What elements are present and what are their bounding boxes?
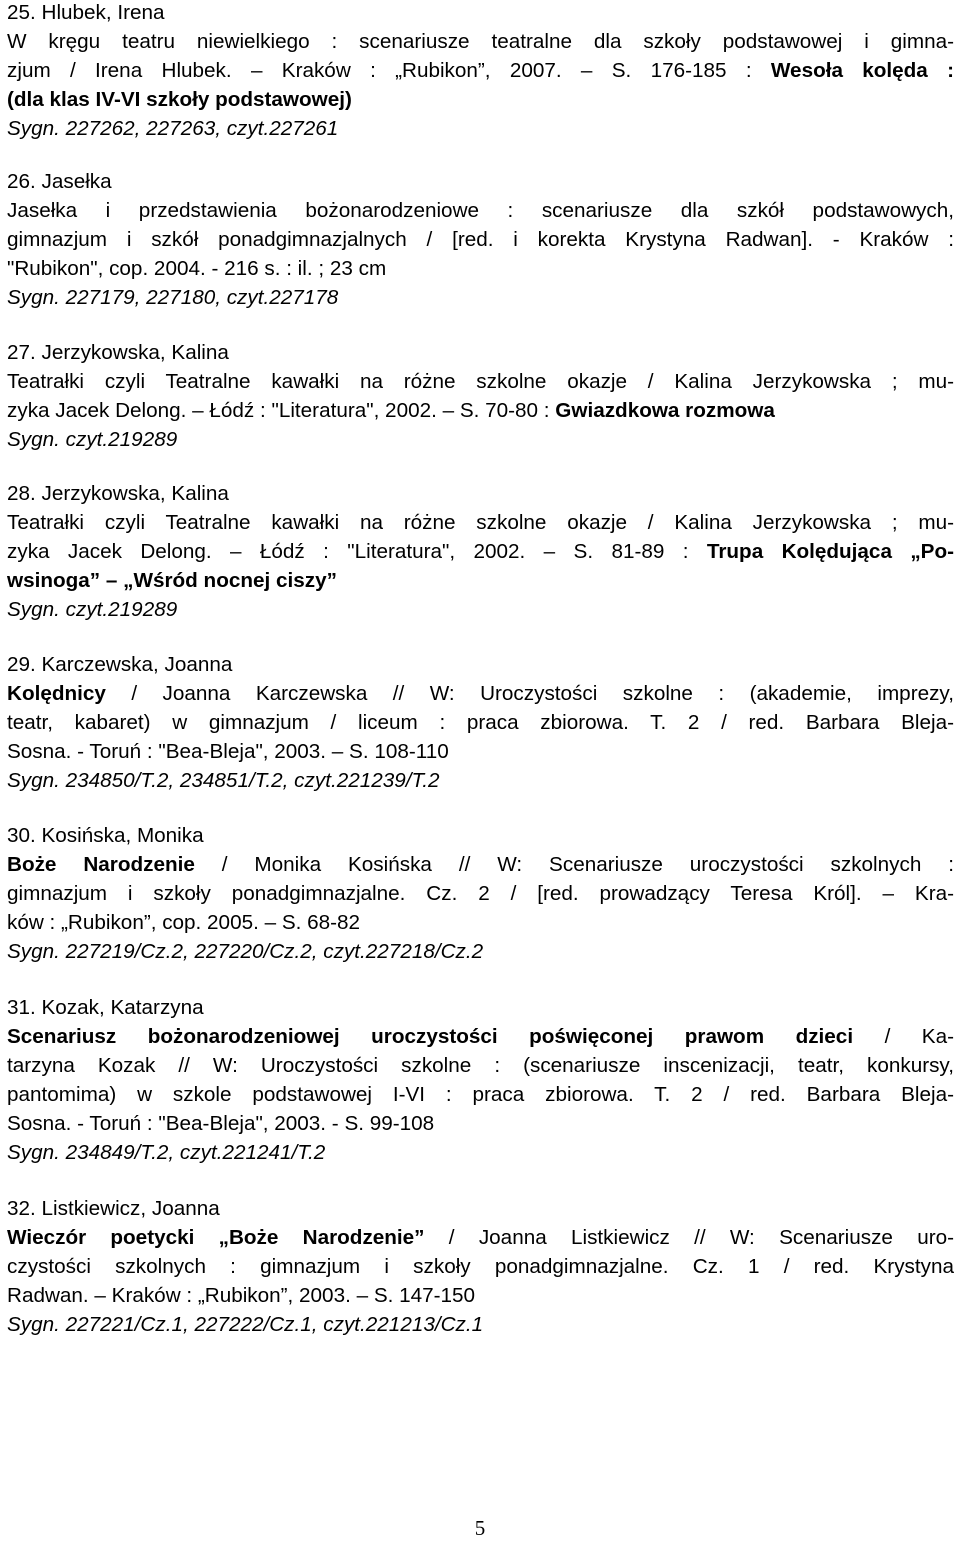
entry-sygn: Sygn. 227221/Cz.1, 227222/Cz.1, czyt.221213/Cz.1 [7, 1313, 484, 1336]
entry-text-line: teatr, kabaret) w gimnazjum / liceum : praca zbiorowa. T. 2 / red. Barbara Bleja- [7, 711, 954, 734]
entry-text-line [7, 537, 954, 566]
entry-heading: 28. Jerzykowska, Kalina [7, 482, 229, 505]
entry-sygn: Sygn. 234850/T.2, 234851/T.2, czyt.221239/T.2 [7, 769, 440, 792]
entry-text-line: pantomima) w szkole podstawowej I-VI : praca zbiorowa. T. 2 / red. Barbara Bleja- [7, 1083, 954, 1106]
entry-text: zjum / Irena Hlubek. – Kraków : „Rubikon”, 2007. – S. 176-185 : [7, 59, 771, 82]
entry-text-line: gimnazjum i szkoły ponadgimnazjalne. Cz. 2 / [red. prowadzący Teresa Król]. – Kra- [7, 882, 954, 905]
entry-text-line: Sosna. - Toruń : "Bea-Bleja", 2003. – S. 108-110 [7, 740, 449, 763]
entry-text-line: W kręgu teatru niewielkiego : scenariusze teatralne dla szkoły podstawowej i gimna- [7, 30, 954, 53]
entry-text-line: czystości szkolnych : gimnazjum i szkoły ponadgimnazjalne. Cz. 1 / red. Krystyna [7, 1255, 954, 1278]
entry-sygn: Sygn. 227262, 227263, czyt.227261 [7, 117, 339, 140]
entry-sygn: Sygn. 227179, 227180, czyt.227178 [7, 286, 339, 309]
entry-bold-title: Trupa Kolędująca „Po- [706, 540, 954, 563]
bibliography-entry-27 [0, 338, 960, 454]
entry-sygn: Sygn. 234849/T.2, czyt.221241/T.2 [7, 1141, 326, 1164]
entry-text: / Monika Kosińska // W: Scenariusze uroczystości szkolnych : [194, 853, 954, 876]
entry-bold-title: Wieczór poetycki „Boże Narodzenie” [7, 1226, 425, 1249]
entry-bold-title: Wesoła kolęda : [770, 59, 955, 82]
bibliography-entry-28 [0, 479, 960, 624]
page-number: 5 [474, 1516, 486, 1540]
entry-text-line [7, 1223, 954, 1252]
entry-text: / Joanna Karczewska // W: Uroczystości szkolne : (akademie, imprezy, [105, 682, 954, 705]
entry-text-line: Teatrałki czyli Teatralne kawałki na różne szkolne okazje / Kalina Jerzykowska ; mu- [7, 370, 954, 393]
entry-text-line [7, 679, 954, 708]
entry-heading: 31. Kozak, Katarzyna [7, 996, 204, 1019]
entry-text-line: Radwan. – Kraków : „Rubikon”, 2003. – S. 147-150 [7, 1284, 476, 1307]
entry-heading: 26. Jasełka [7, 170, 112, 193]
entry-bold-title: Scenariusz bożonarodzeniowej uroczystości poświęconej prawom dzieci [7, 1025, 854, 1048]
entry-bold-title: Kolędnicy [7, 682, 106, 705]
entry-text: / Joanna Listkiewicz // W: Scenariusze uro- [424, 1226, 954, 1249]
bibliography-entry-25 [0, 0, 960, 143]
entry-heading: 25. Hlubek, Irena [7, 1, 165, 24]
entry-sygn: Sygn. czyt.219289 [7, 428, 178, 451]
entry-text: / Ka- [853, 1025, 955, 1048]
entry-text: zyka Jacek Delong. – Łódź : "Literatura", 2002. – S. 81-89 : [7, 540, 707, 563]
bibliography-entry-31 [0, 993, 960, 1167]
entry-text-line [7, 1022, 954, 1051]
bibliography-entry-30 [0, 821, 960, 966]
entry-text-line: Jasełka i przedstawienia bożonarodzeniowe : scenariusze dla szkół podstawowych, [7, 199, 954, 222]
entry-text-line [7, 850, 954, 879]
entry-bold-line: (dla klas IV-VI szkoły podstawowej) [7, 88, 352, 111]
entry-bold-title: Gwiazdkowa rozmowa [555, 399, 775, 422]
entry-text-line: "Rubikon", cop. 2004. - 216 s. : il. ; 23 cm [7, 257, 387, 280]
entry-sygn: Sygn. czyt.219289 [7, 598, 178, 621]
entry-sygn: Sygn. 227219/Cz.2, 227220/Cz.2, czyt.227218/Cz.2 [7, 940, 484, 963]
entry-text: zyka Jacek Delong. – Łódź : "Literatura", 2002. – S. 70-80 : [7, 399, 556, 422]
entry-text-line [7, 396, 954, 425]
entry-heading: 32. Listkiewicz, Joanna [7, 1197, 220, 1220]
bibliography-entry-32 [0, 1194, 960, 1339]
entry-text-line: tarzyna Kozak // W: Uroczystości szkolne : (scenariusze inscenizacji, teatr, konkursy, [7, 1054, 954, 1077]
entry-text-line [7, 56, 954, 85]
entry-heading: 27. Jerzykowska, Kalina [7, 341, 229, 364]
bibliography-entry-26 [0, 167, 960, 312]
entry-text-line: Sosna. - Toruń : "Bea-Bleja", 2003. - S. 99-108 [7, 1112, 435, 1135]
entry-text-line: Teatrałki czyli Teatralne kawałki na różne szkolne okazje / Kalina Jerzykowska ; mu- [7, 511, 954, 534]
entry-heading: 30. Kosińska, Monika [7, 824, 204, 847]
entry-text-line: gimnazjum i szkół ponadgimnazjalnych / [red. i korekta Krystyna Radwan]. - Kraków : [7, 228, 954, 251]
entry-bold-title: Boże Narodzenie [7, 853, 195, 876]
entry-heading: 29. Karczewska, Joanna [7, 653, 233, 676]
entry-bold-line: wsinoga” – „Wśród nocnej ciszy” [7, 569, 337, 592]
entry-text-line: ków : „Rubikon”, cop. 2005. – S. 68-82 [7, 911, 361, 934]
bibliography-entry-29 [0, 650, 960, 795]
